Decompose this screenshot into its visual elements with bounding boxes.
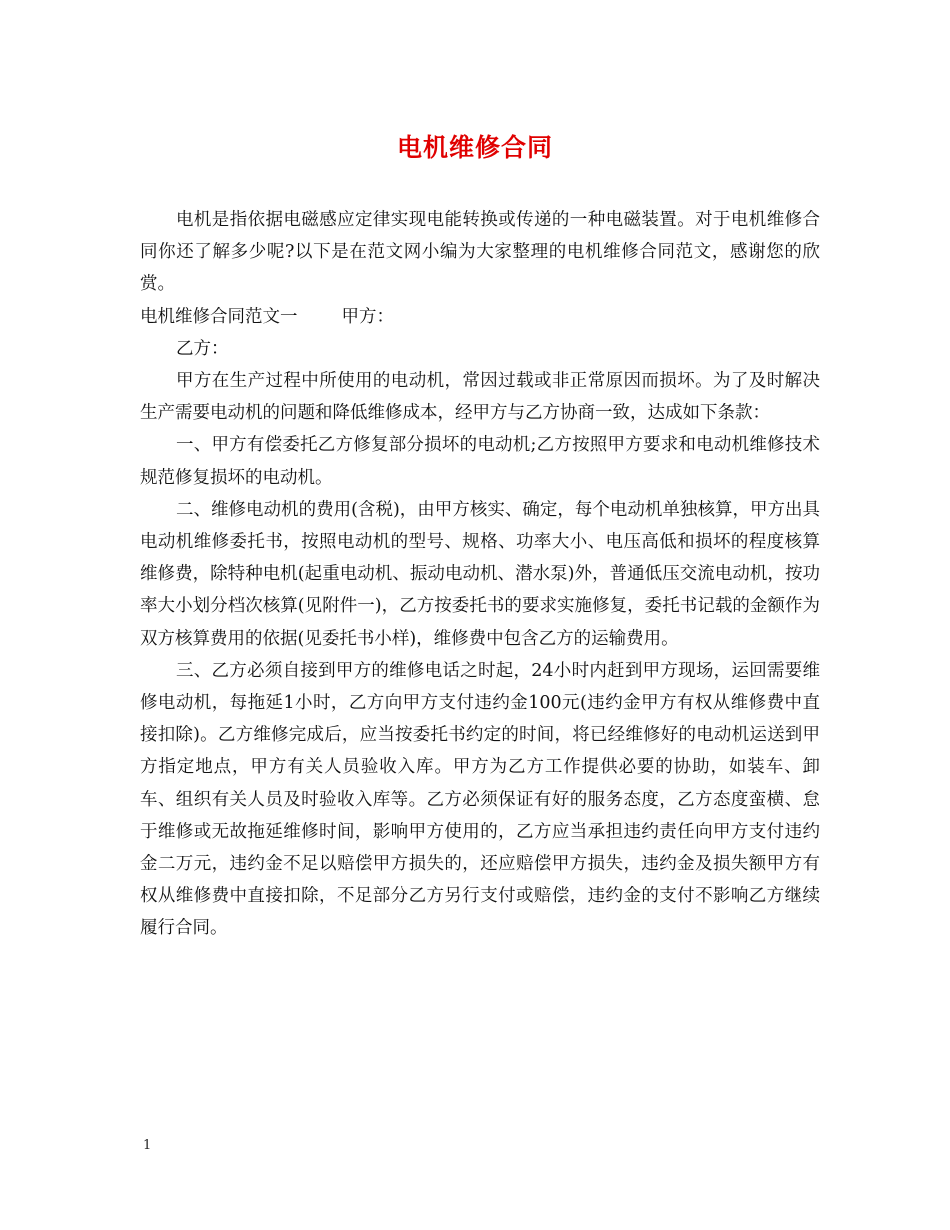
sample-heading-line — [140, 301, 820, 333]
clause-1: 一、甲方有偿委托乙方修复部分损坏的电动机;乙方按照甲方要求和电动机维修技术规范修复损坏的电动机。 — [140, 435, 820, 488]
clause-3: 三、乙方必须自接到甲方的维修电话之时起，24小时内赶到甲方现场，运回需要维修电动机，每拖延1小时，乙方向甲方支付违约金100元(违约金甲方有权从维修费中直接扣除)。乙方维修完成后，应当按委托书约定的时间，将已经维修好的电动机运送到甲方指定地点，甲方有关人员验收入库。甲方为乙方工作提供必要的协助，如装车、卸车、组织有关人员及时验收入库等。乙方必须保证有好的服务态度，乙方态度蛮横、怠于维修或无故拖延维修时间，影响甲方使用的，乙方应当承担违约责任向甲方支付违约金二万元，违约金不足以赔偿甲方损失的，还应赔偿甲方损失，违约金及损失额甲方有权从维修费中直接扣除，不足部分乙方另行支付或赔偿，违约金的支付不影响乙方继续履行合同。 — [140, 660, 820, 939]
document-body — [140, 204, 820, 945]
preamble-paragraph: 甲方在生产过程中所使用的电动机，常因过载或非正常原因而损坏。为了及时解决生产需要电动机的问题和降低维修成本，经甲方与乙方协商一致，达成如下条款： — [140, 371, 820, 424]
sample-heading: 电机维修合同范文一 — [140, 306, 298, 327]
party-a-label: 甲方： — [341, 306, 394, 327]
intro-paragraph: 电机是指依据电磁感应定律实现电能转换或传递的一种电磁装置。对于电机维修合同你还了解多少呢?以下是在范文网小编为大家整理的电机维修合同范文，感谢您的欣赏。 — [140, 210, 820, 295]
clause-2: 二、维修电动机的费用(含税)，由甲方核实、确定，每个电动机单独核算，甲方出具电动机维修委托书，按照电动机的型号、规格、功率大小、电压高低和损坏的程度核算维修费，除特种电机(起重电动机、振动电动机、潜水泵)外，普通低压交流电动机，按功率大小划分档次核算(见附件一)，乙方按委托书的要求实施修复，委托书记载的金额作为双方核算费用的依据(见委托书小样)，维修费中包含乙方的运输费用。 — [140, 499, 820, 649]
party-b-label: 乙方： — [176, 338, 229, 359]
document-title: 电机维修合同 — [396, 133, 553, 162]
page-number: 1 — [143, 1138, 152, 1153]
